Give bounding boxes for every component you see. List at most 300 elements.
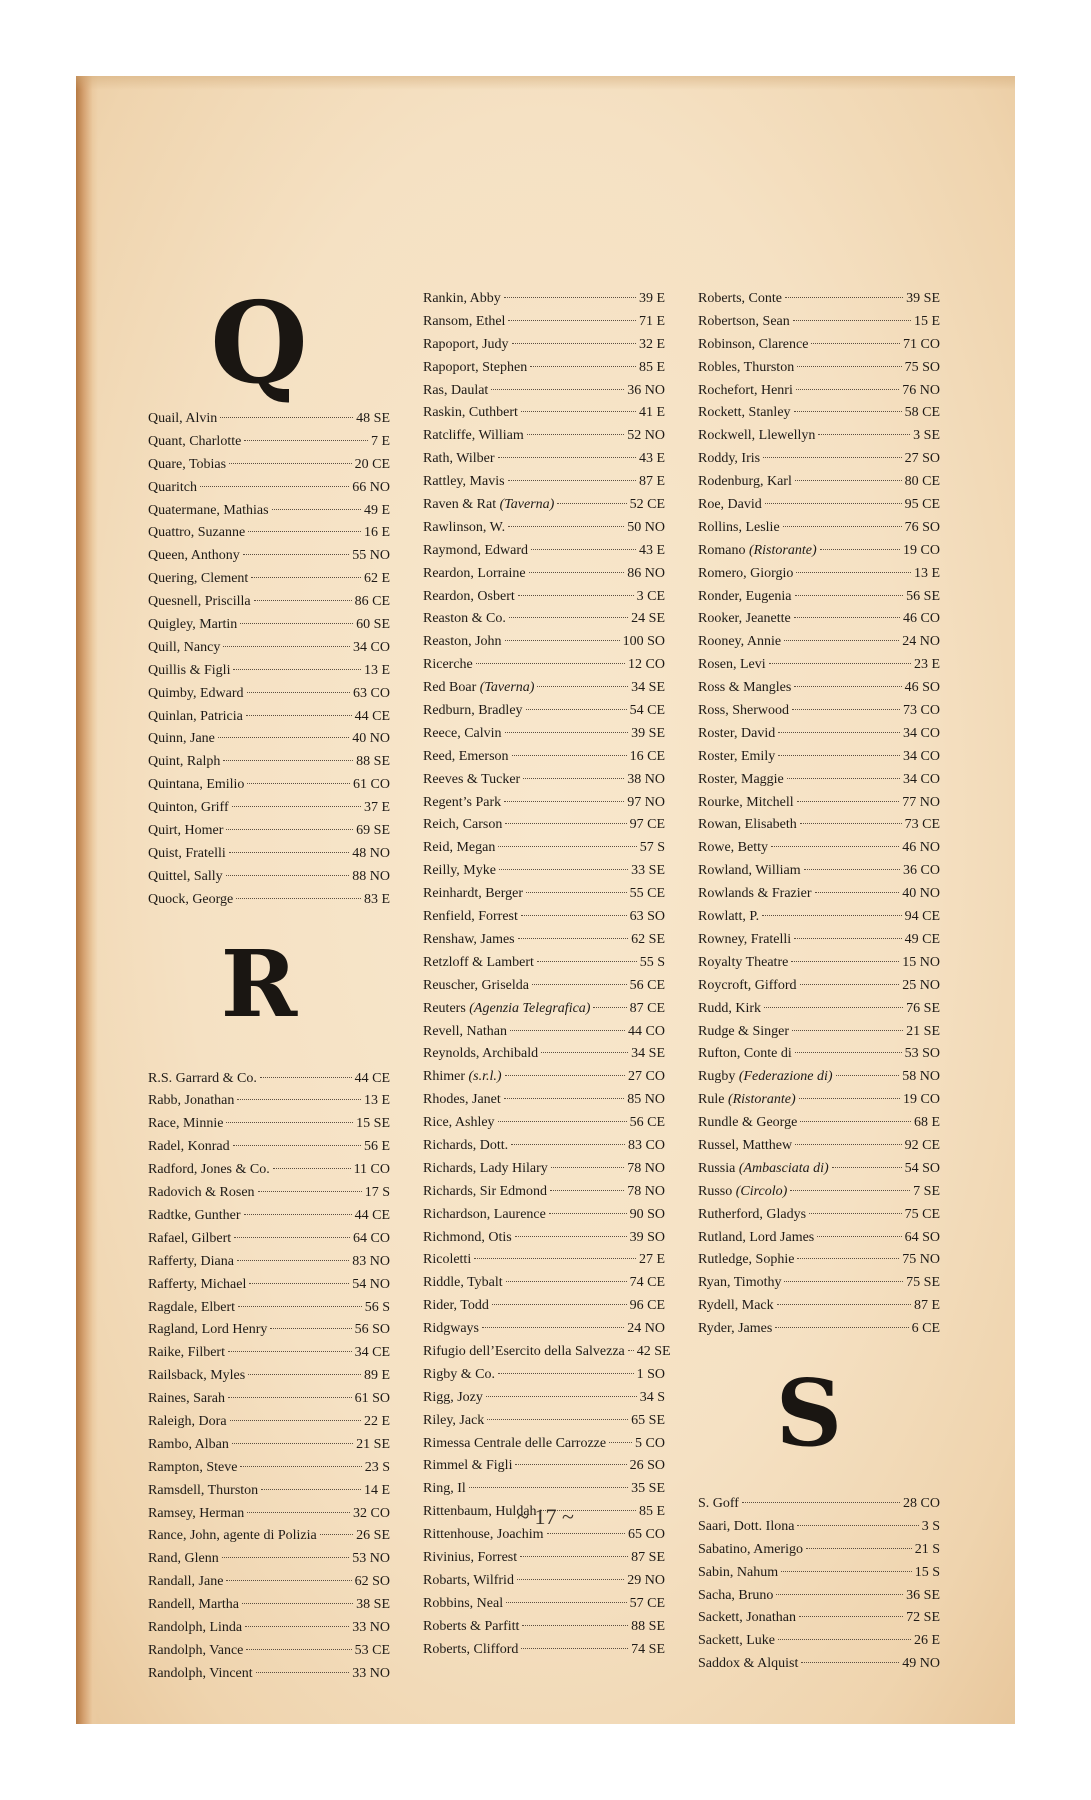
index-entry (423, 471, 665, 494)
index-entry (698, 494, 940, 517)
index-entry (148, 522, 390, 545)
index-entry (148, 889, 390, 912)
index-entry (698, 586, 940, 609)
index-entry (423, 723, 665, 746)
index-entry (698, 677, 940, 700)
index-entry (148, 1640, 390, 1663)
entry-map-reference: 39 SO (629, 1229, 665, 1245)
entry-name: Rittenhouse, Joachim (423, 1527, 544, 1543)
entry-map-reference: 74 SE (631, 1641, 665, 1657)
entry-map-reference: 69 SE (356, 823, 390, 839)
entry-map-reference: 39 SE (906, 291, 940, 306)
entry-map-reference: 74 CE (629, 1275, 665, 1291)
index-entry (148, 568, 390, 591)
leader-dots (537, 961, 637, 962)
entry-map-reference: 80 CE (904, 474, 940, 490)
entry-map-reference: 78 NO (627, 1183, 665, 1199)
entry-map-reference: 53 SO (904, 1046, 940, 1062)
leader-dots (200, 486, 349, 487)
leader-dots (476, 663, 625, 664)
entry-name: Ross, Sherwood (698, 703, 790, 719)
entry-name: Ragland, Lord Henry (148, 1322, 268, 1338)
index-entry (698, 380, 940, 403)
index-entry (698, 563, 940, 586)
leader-dots (794, 686, 901, 687)
leader-dots (245, 1626, 349, 1627)
entry-map-reference: 87 E (638, 474, 665, 490)
section-letter-s: S (775, 1358, 843, 1467)
entry-name: Rifugio dell’Esercito della Salvezza (423, 1343, 625, 1359)
entry-name: Romano (Ristorante) (698, 542, 817, 558)
index-entry (148, 706, 390, 729)
entry-map-reference: 56 S (364, 1299, 390, 1315)
leader-dots (226, 1580, 351, 1581)
entry-name: Randall, Jane (148, 1574, 224, 1590)
leader-dots (270, 1328, 351, 1329)
index-entry (148, 1571, 390, 1594)
entry-name: Quinton, Griff (148, 800, 229, 816)
leader-dots (820, 549, 900, 550)
entry-map-reference: 96 CE (629, 1298, 665, 1314)
index-entry (423, 357, 665, 380)
index-entry (423, 1181, 665, 1204)
entry-map-reference: 73 CO (903, 703, 940, 719)
entry-name: Rutland, Lord James (698, 1229, 815, 1245)
index-entry (148, 614, 390, 637)
leader-dots (273, 1168, 351, 1169)
entry-list-r-3 (698, 288, 940, 1341)
leader-dots (223, 646, 350, 647)
leader-dots (817, 1236, 901, 1237)
index-entry (423, 677, 665, 700)
entry-map-reference: 76 SO (904, 519, 940, 535)
entry-map-reference: 61 CO (353, 777, 390, 793)
entry-name: Rhodes, Janet (423, 1092, 501, 1108)
index-entry (148, 454, 390, 477)
index-entry (423, 1249, 665, 1272)
entry-name: Rittenbaum, Huldah (423, 1504, 537, 1520)
entry-name: Riley, Jack (423, 1412, 485, 1428)
leader-dots (797, 1258, 899, 1259)
index-entry (148, 1434, 390, 1457)
entry-map-reference: 92 CE (904, 1137, 940, 1153)
index-entry (698, 1562, 940, 1585)
entry-map-reference: 97 NO (627, 794, 665, 810)
index-entry (698, 1539, 940, 1562)
entry-name: Sackett, Luke (698, 1633, 775, 1649)
entry-map-reference: 58 CE (904, 405, 940, 421)
index-entry (423, 288, 665, 311)
entry-map-reference: 56 CE (629, 1115, 665, 1131)
entry-qualifier: (Circolo) (735, 1183, 788, 1199)
entry-map-reference: 94 CE (904, 909, 940, 925)
leader-dots (777, 1304, 911, 1305)
leader-dots (522, 1625, 628, 1626)
entry-map-reference: 38 NO (627, 771, 665, 787)
entry-name: Rafferty, Diana (148, 1253, 234, 1269)
index-entry (698, 1318, 940, 1341)
entry-map-reference: 44 CO (628, 1023, 665, 1039)
entry-name: Royalty Theatre (698, 954, 789, 970)
leader-dots (775, 1327, 908, 1328)
entry-map-reference: 27 CO (628, 1069, 665, 1085)
leader-dots (784, 640, 899, 641)
entry-map-reference: 46 CO (903, 611, 940, 627)
entry-map-reference: 24 SE (631, 611, 665, 627)
entry-name: Roberts, Clifford (423, 1641, 519, 1657)
leader-dots (832, 1167, 902, 1168)
index-entry (423, 448, 665, 471)
entry-map-reference: 28 CO (903, 1495, 940, 1511)
entry-name: Rimmel & Figli (423, 1458, 513, 1474)
index-entry (698, 1630, 940, 1653)
leader-dots (518, 938, 629, 939)
leader-dots (521, 411, 636, 412)
entry-map-reference: 32 CO (353, 1505, 390, 1521)
leader-dots (527, 434, 624, 435)
index-entry (148, 1274, 390, 1297)
entry-map-reference: 37 E (363, 800, 390, 816)
entry-map-reference: 13 E (363, 1093, 390, 1109)
leader-dots (226, 1122, 353, 1123)
index-entry (698, 1112, 940, 1135)
leader-dots (246, 1649, 351, 1650)
entry-map-reference: 75 SE (906, 1275, 940, 1291)
index-entry (698, 746, 940, 769)
index-column-1 (148, 278, 390, 1686)
entry-name: Quant, Charlotte (148, 433, 242, 449)
index-entry (148, 797, 390, 820)
entry-map-reference: 34 CO (903, 748, 940, 764)
leader-dots (247, 692, 351, 693)
entry-name: Saddox & Alquist (698, 1656, 799, 1672)
entry-map-reference: 36 NO (627, 382, 665, 398)
entry-name: Rollins, Leslie (698, 519, 780, 535)
leader-dots (487, 1419, 628, 1420)
entry-name: Robarts, Wilfrid (423, 1572, 514, 1588)
entry-name: Roster, David (698, 725, 776, 741)
leader-dots (249, 1283, 349, 1284)
index-entry (698, 1249, 940, 1272)
entry-name: Retzloff & Lambert (423, 954, 534, 970)
index-entry (698, 1021, 940, 1044)
entry-name: Rigby & Co. (423, 1366, 495, 1382)
index-entry (148, 728, 390, 751)
leader-dots (764, 1007, 903, 1008)
index-entry (698, 608, 940, 631)
entry-name: Rampton, Steve (148, 1459, 238, 1475)
leader-dots (515, 1464, 626, 1465)
entry-map-reference: 34 SE (631, 1046, 665, 1062)
entry-name: Rydell, Mack (698, 1298, 774, 1314)
index-entry (698, 1607, 940, 1630)
entry-name: Richards, Lady Hilary (423, 1160, 548, 1176)
leader-dots (796, 572, 911, 573)
entry-name: S. Goff (698, 1495, 739, 1511)
index-entry (423, 608, 665, 631)
index-entry (148, 1457, 390, 1480)
index-entry (148, 683, 390, 706)
entry-name: Rowney, Fratelli (698, 931, 792, 947)
leader-dots (499, 869, 628, 870)
entry-name: Robles, Thurston (698, 359, 795, 375)
entry-name: Redburn, Bradley (423, 703, 523, 719)
entry-map-reference: 87 CE (629, 1000, 665, 1016)
entry-name: Robinson, Clarence (698, 336, 809, 352)
entry-name: Rowan, Elisabeth (698, 817, 797, 833)
entry-map-reference: 34 SE (631, 680, 665, 696)
entry-name: Rhimer (s.r.l.) (423, 1069, 502, 1085)
index-entry (698, 975, 940, 998)
entry-name: Rafferty, Michael (148, 1276, 247, 1292)
leader-dots (504, 297, 636, 298)
entry-name: Rufton, Conte di (698, 1046, 792, 1062)
entry-name: Sabin, Nahum (698, 1564, 779, 1580)
index-entry (423, 1295, 665, 1318)
entry-map-reference: 6 CE (911, 1321, 940, 1337)
index-column-3 (698, 288, 940, 1676)
entry-name: Robbins, Neal (423, 1595, 504, 1611)
entry-map-reference: 13 E (913, 565, 940, 581)
entry-map-reference: 7 E (370, 433, 390, 449)
index-entry (698, 425, 940, 448)
entry-map-reference: 29 NO (627, 1572, 665, 1588)
entry-name: Riddle, Tybalt (423, 1275, 503, 1291)
entry-list-r-1 (148, 1068, 390, 1686)
entry-name: Randolph, Linda (148, 1619, 243, 1635)
entry-name: Rowlatt, P. (698, 909, 760, 925)
entry-map-reference: 90 SO (629, 1206, 665, 1222)
entry-name: Ridgways (423, 1321, 479, 1337)
entry-map-reference: 48 NO (352, 845, 390, 861)
leader-dots (226, 875, 350, 876)
leader-dots (469, 1487, 628, 1488)
leader-dots (515, 1236, 627, 1237)
index-entry (698, 769, 940, 792)
entry-map-reference: 86 CE (354, 594, 390, 610)
entry-map-reference: 76 NO (902, 382, 940, 398)
entry-name: Ryan, Timothy (698, 1275, 782, 1291)
index-entry (698, 1066, 940, 1089)
index-entry (148, 1297, 390, 1320)
entry-map-reference: 17 S (364, 1185, 390, 1201)
index-entry (148, 751, 390, 774)
entry-map-reference: 89 E (363, 1368, 390, 1384)
entry-name: Rundle & George (698, 1115, 798, 1131)
entry-map-reference: 62 SO (354, 1574, 390, 1590)
leader-dots (781, 1571, 912, 1572)
index-entry (698, 929, 940, 952)
entry-map-reference: 23 S (364, 1459, 390, 1475)
entry-map-reference: 3 CE (636, 588, 665, 604)
entry-map-reference: 44 CE (354, 1207, 390, 1223)
index-entry (423, 952, 665, 975)
entry-name: Richards, Dott. (423, 1137, 509, 1153)
leader-dots (531, 549, 636, 550)
index-entry (698, 998, 940, 1021)
entry-map-reference: 76 SE (906, 1000, 940, 1016)
entry-map-reference: 34 CO (903, 771, 940, 787)
entry-name: Quesnell, Priscilla (148, 594, 251, 610)
index-entry (698, 471, 940, 494)
entry-map-reference: 72 SE (906, 1610, 940, 1626)
entry-name: Rance, John, agente di Polizia (148, 1528, 317, 1544)
entry-name: Radovich & Rosen (148, 1185, 255, 1201)
entry-name: Romero, Giorgio (698, 565, 794, 581)
entry-name: Rattley, Mavis (423, 474, 505, 490)
entry-map-reference: 5 CO (635, 1435, 665, 1451)
entry-map-reference: 65 CO (628, 1527, 665, 1543)
leader-dots (505, 1075, 625, 1076)
leader-dots (537, 686, 628, 687)
entry-qualifier: (Taverna) (479, 680, 535, 696)
entry-name: Roberts, Conte (698, 291, 782, 306)
index-entry (698, 631, 940, 654)
index-entry (423, 1204, 665, 1227)
entry-name: Rutledge, Sophie (698, 1252, 795, 1268)
entry-name: Rudge & Singer (698, 1023, 789, 1039)
entry-map-reference: 32 E (638, 336, 665, 352)
entry-name: Rooker, Jeanette (698, 611, 791, 627)
entry-name: Reed, Emerson (423, 748, 509, 764)
index-entry (423, 1135, 665, 1158)
entry-name: Rugby (Federazione di) (698, 1069, 833, 1085)
entry-map-reference: 75 SO (904, 359, 940, 375)
entry-map-reference: 85 E (638, 1504, 665, 1520)
leader-dots (260, 1077, 352, 1078)
leader-dots (804, 869, 900, 870)
leader-dots (243, 554, 350, 555)
entry-map-reference: 43 E (638, 451, 665, 467)
entry-name: Rochefort, Henri (698, 382, 793, 398)
leader-dots (792, 709, 900, 710)
index-entry (148, 866, 390, 889)
leader-dots (547, 1533, 626, 1534)
index-entry (698, 448, 940, 471)
index-entry (698, 1204, 940, 1227)
index-entry (698, 700, 940, 723)
index-entry (423, 1547, 665, 1570)
entry-name: Red Boar (Taverna) (423, 680, 535, 696)
entry-map-reference: 16 E (363, 525, 390, 541)
index-entry (423, 1272, 665, 1295)
entry-name: Rivinius, Forrest (423, 1549, 518, 1565)
entry-map-reference: 75 NO (902, 1252, 940, 1268)
entry-map-reference: 53 NO (352, 1551, 390, 1567)
index-entry (423, 563, 665, 586)
index-entry (148, 1159, 390, 1182)
entry-name: Reilly, Myke (423, 863, 496, 879)
leader-dots (557, 503, 626, 504)
index-entry (423, 814, 665, 837)
leader-dots (783, 526, 902, 527)
entry-map-reference: 26 SO (629, 1458, 665, 1474)
index-entry (423, 631, 665, 654)
leader-dots (254, 600, 352, 601)
entry-name: Robertson, Sean (698, 313, 790, 329)
index-entry (423, 700, 665, 723)
entry-map-reference: 56 SE (906, 588, 940, 604)
entry-map-reference: 56 CE (629, 977, 665, 993)
entry-map-reference: 50 NO (627, 519, 665, 535)
index-entry (148, 1365, 390, 1388)
entry-map-reference: 61 SO (354, 1391, 390, 1407)
leader-dots (228, 1397, 352, 1398)
leader-dots (474, 1258, 636, 1259)
entry-name: Randolph, Vance (148, 1642, 244, 1658)
leader-dots (240, 1466, 361, 1467)
entry-name: Richardson, Laurence (423, 1206, 546, 1222)
entry-name: Quock, George (148, 891, 234, 907)
index-entry (148, 1182, 390, 1205)
entry-name: Rule (Ristorante) (698, 1092, 796, 1108)
leader-dots (628, 1350, 634, 1351)
index-entry (423, 425, 665, 448)
leader-dots (776, 1594, 903, 1595)
leader-dots (258, 1191, 362, 1192)
entry-map-reference: 11 CO (353, 1162, 390, 1178)
entry-name: Reardon, Lorraine (423, 565, 526, 581)
leader-dots (791, 961, 899, 962)
leader-dots (771, 846, 899, 847)
index-entry (423, 746, 665, 769)
index-entry (423, 860, 665, 883)
leader-dots (549, 1213, 627, 1214)
entry-qualifier: (Taverna) (499, 497, 555, 513)
index-entry (148, 1594, 390, 1617)
entry-name: Quattro, Suzanne (148, 525, 246, 541)
leader-dots (504, 1098, 625, 1099)
leader-dots (238, 1306, 362, 1307)
leader-dots (797, 801, 900, 802)
index-entry (698, 1585, 940, 1608)
leader-dots (784, 1281, 903, 1282)
entry-map-reference: 46 SO (904, 680, 940, 696)
index-entry (148, 820, 390, 843)
entry-name: Rafael, Gilbert (148, 1230, 232, 1246)
entry-name: Raleigh, Dora (148, 1413, 227, 1429)
index-entry (698, 334, 940, 357)
entry-name: Roddy, Iris (698, 451, 761, 467)
entry-name: Ragdale, Elbert (148, 1299, 236, 1315)
entry-map-reference: 46 NO (902, 840, 940, 856)
entry-name: Quigley, Martin (148, 617, 238, 633)
entry-map-reference: 39 SE (631, 725, 665, 741)
entry-map-reference: 95 CE (904, 497, 940, 513)
entry-map-reference: 75 CE (904, 1206, 940, 1222)
entry-map-reference: 3 SE (913, 428, 940, 444)
entry-name: Rowland, William (698, 863, 801, 879)
entry-name: Ronder, Eugenia (698, 588, 792, 604)
index-entry (423, 1433, 665, 1456)
index-entry (423, 1043, 665, 1066)
entry-name: Quillis & Figli (148, 662, 231, 678)
index-entry (423, 1341, 671, 1364)
entry-name: Quaritch (148, 479, 197, 495)
leader-dots (778, 755, 900, 756)
index-entry (698, 906, 940, 929)
entry-name: Roster, Maggie (698, 771, 784, 787)
entry-name: Randell, Martha (148, 1597, 239, 1613)
index-entry (698, 1227, 940, 1250)
entry-name: Rimessa Centrale delle Carrozze (423, 1435, 607, 1451)
entry-name: Revell, Nathan (423, 1023, 507, 1039)
entry-map-reference: 34 S (639, 1389, 665, 1405)
entry-map-reference: 49 CE (904, 931, 940, 947)
entry-map-reference: 19 CO (903, 1092, 940, 1108)
leader-dots (778, 732, 900, 733)
entry-map-reference: 44 CE (354, 708, 390, 724)
